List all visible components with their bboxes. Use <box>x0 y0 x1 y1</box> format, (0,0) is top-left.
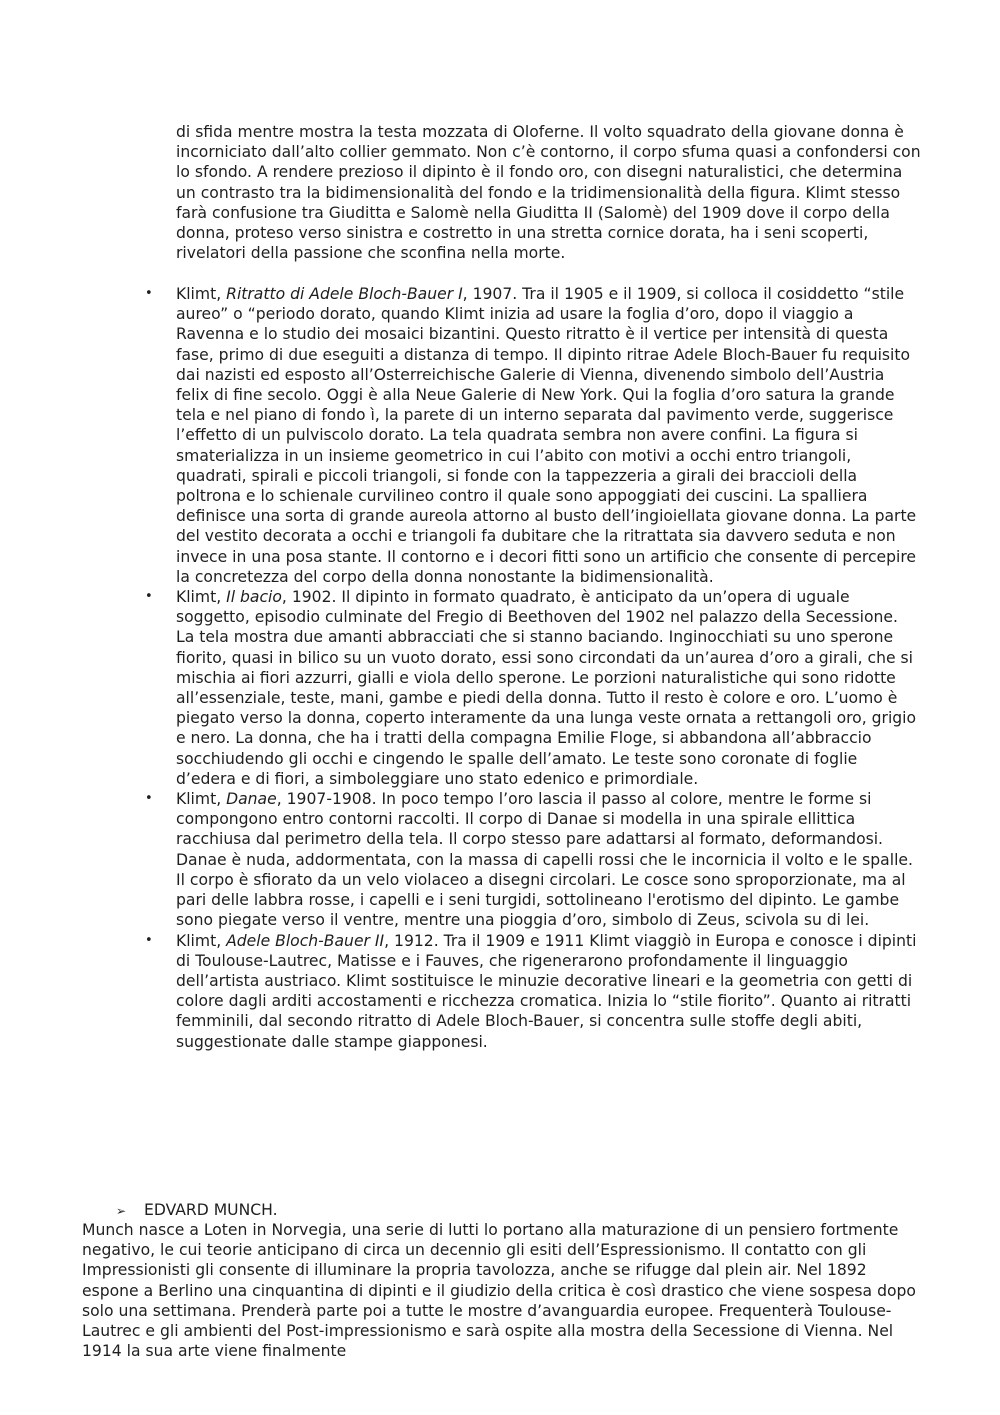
section-heading-text: EDVARD MUNCH. <box>144 1201 278 1219</box>
artwork-title: Il bacio <box>226 588 282 607</box>
list-item-adele-bloch-bauer-i <box>145 284 921 587</box>
bullet-icon: • <box>145 589 153 605</box>
item-lead: Klimt, <box>176 285 227 303</box>
list-item-il-bacio <box>145 587 921 789</box>
item-lead: Klimt, <box>176 931 227 950</box>
artwork-title: Ritratto di Adele Bloch-Bauer I <box>226 285 463 303</box>
bullet-icon: • <box>145 286 153 301</box>
artwork-list <box>145 284 921 1052</box>
item-text: , 1902. Il dipinto in formato quadrato, è anticipato da un’opera di uguale soggetto, episodio culminate del Fregio di Beethoven del 1902 nel palazzo della Secessione. La tela mostra due amanti abbracciati che si stanno baciando. Inginocchiati su uno sperone fiorito, quasi in bilico su un vuoto dorato, essi sono circondati da un’aurea d’oro a girali, che si mischia ai fiori azzurri, gialli e viola dello sperone. Le porzioni naturalistiche qui sono ridotte all’essenziale, teste, mani, gambe e piedi della donna. Tutto il resto è colore e oro. L’uomo è piegato verso la donna, coperto interamente da una lunga veste ornata a rettangoli oro, grigio e nero. La donna, che ha i tratti della compagna Emilie Floge, si abbandona all’abbraccio socchiudendo gli occhi e cingendo le spalle dell’amato. Le teste sono coronate di foglie d’edera e di fiori, a simboleggiare uno stato edenico e primordiale. <box>176 588 917 788</box>
item-lead: Klimt, <box>176 790 227 809</box>
bullet-icon: • <box>145 791 153 807</box>
arrow-bullet-icon: ➢ <box>116 1204 127 1218</box>
section-heading <box>116 1200 278 1221</box>
list-item-danae <box>145 789 921 930</box>
list-item-adele-bloch-bauer-ii <box>145 931 921 1052</box>
bullet-icon: • <box>145 932 153 948</box>
artwork-title: Adele Bloch-Bauer II <box>226 931 385 950</box>
section-body-paragraph: Munch nasce a Loten in Norvegia, una serie di lutti lo portano alla maturazione di un pensiero fortmente negativo, le cui teorie anticipano di circa un decennio gli esiti dell’Espressionismo. Il contatto con gli Impressionisti gli consente di illuminare la propria tavolozza, anche se rifugge dal plein air. Nel 1892 espone a Berlino una cinquantina di dipinti e il giudizio della critica è così drastico che viene sospesa dopo solo una settimana. Prenderà parte poi a tutte le mostre d’avanguardia europee. Frequenterà Toulouse-Lautrec e gli ambienti del Post-impressionismo e sarà ospite alla mostra della Secessione di Vienna. Nel 1914 la sua arte viene finalmente <box>82 1221 916 1361</box>
item-text: , 1912. Tra il 1909 e 1911 Klimt viaggiò in Europa e conosce i dipinti di Toulouse-Lautrec, Matisse e i Fauves, che rigenerarono profondamente il linguaggio dell’artista austriaco. Klimt sostituisce le minuzie decorative lineari e la geometria con getti di colore dagli arditi accostamenti e ricchezza cromatica. Inizia lo “stile fiorito”. Quanto ai ritratti femminili, dal secondo ritratto di Adele Bloch-Bauer, si concentra sulle stoffe degli abiti, suggestionate dalle stampe giapponesi. <box>176 931 917 1051</box>
artwork-title: Danae <box>226 790 277 809</box>
item-lead: Klimt, <box>176 588 227 607</box>
item-text: , 1907. Tra il 1905 e il 1909, si colloca il cosiddetto “stile aureo” o “periodo dorato, quando Klimt inizia ad usare la foglia d’oro, dopo il viaggio a Ravenna e lo studio dei mosaici bizantini. Questo ritratto è il vertice per intensità di questa fase, primo di due eseguiti a distanza di tempo. Il dipinto ritrae Adele Bloch-Bauer fu requisito dai nazisti ed esposto all’Osterreichische Galerie di Vienna, divenendo simbolo dell’Austria felix di fine secolo. Oggi è alla Neue Galerie di New York. Qui la foglia d’oro satura la grande tela e nel piano di fondo ì, la parete di un interno separata dal pavimento verde, suggerisce l’effetto di un pulviscolo dorato. La tela quadrata sembra non avere confini. La figura si smaterializza in un insieme geometrico in cui l’abito con motivi a occhi entro triangoli, quadrati, spirali e piccoli triangoli, si fonde con la tappezzeria a girali dei braccioli della poltrona e lo schienale curvilineo contro il quale sono appoggiati dei cuscini. La spalliera definisce una sorta di grande aureola attorno al busto dell’ingioiellata giovane donna. La parte del vestito decorata a occhi e triangoli fa dubitare che la ritrattata sia davvero seduta e non invece in una posa stante. Il contorno e i decori fitti sono un artificio che consente di percepire la concretezza del corpo della donna nonostante la bidimensionalità. <box>176 285 917 586</box>
item-text: , 1907-1908. In poco tempo l’oro lascia il passo al colore, mentre le forme si compongono entro contorni raccolti. Il corpo di Danae si modella in una spirale ellittica racchiusa dal perimetro della tela. Il corpo stesso pare adattarsi al formato, deformandosi. Danae è nuda, addormentata, con la massa di capelli rossi che le incornicia il volto e le spalle. Il corpo è sfiorato da un velo violaceo a disegni circolari. Le cosce sono sproporzionate, ma al pari delle labbra rosse, i capelli e i seni turgidi, sottolineano l'erotismo del dipinto. Le gambe sono piegate verso il ventre, mentre una pioggia d’oro, simbolo di Zeus, scivola su di lei. <box>176 790 913 930</box>
continuation-paragraph: di sfida mentre mostra la testa mozzata di Oloferne. Il volto squadrato della giovane donna è incorniciato dall’alto collier gemmato. Non c’è contorno, il corpo sfuma quasi a confondersi con lo sfondo. A rendere prezioso il dipinto è il fondo oro, con disegni naturalistici, che determina un contrasto tra la bidimensionalità del fondo e la tridimensionalità della figura. Klimt stesso farà confusione tra Giuditta e Salomè nella Giuditta II (Salomè) del 1909 dove il corpo della donna, proteso verso sinistra e costretto in una stretta cornice dorata, ha i seni scoperti, rivelatori della passione che sconfina nella morte. <box>176 123 921 263</box>
